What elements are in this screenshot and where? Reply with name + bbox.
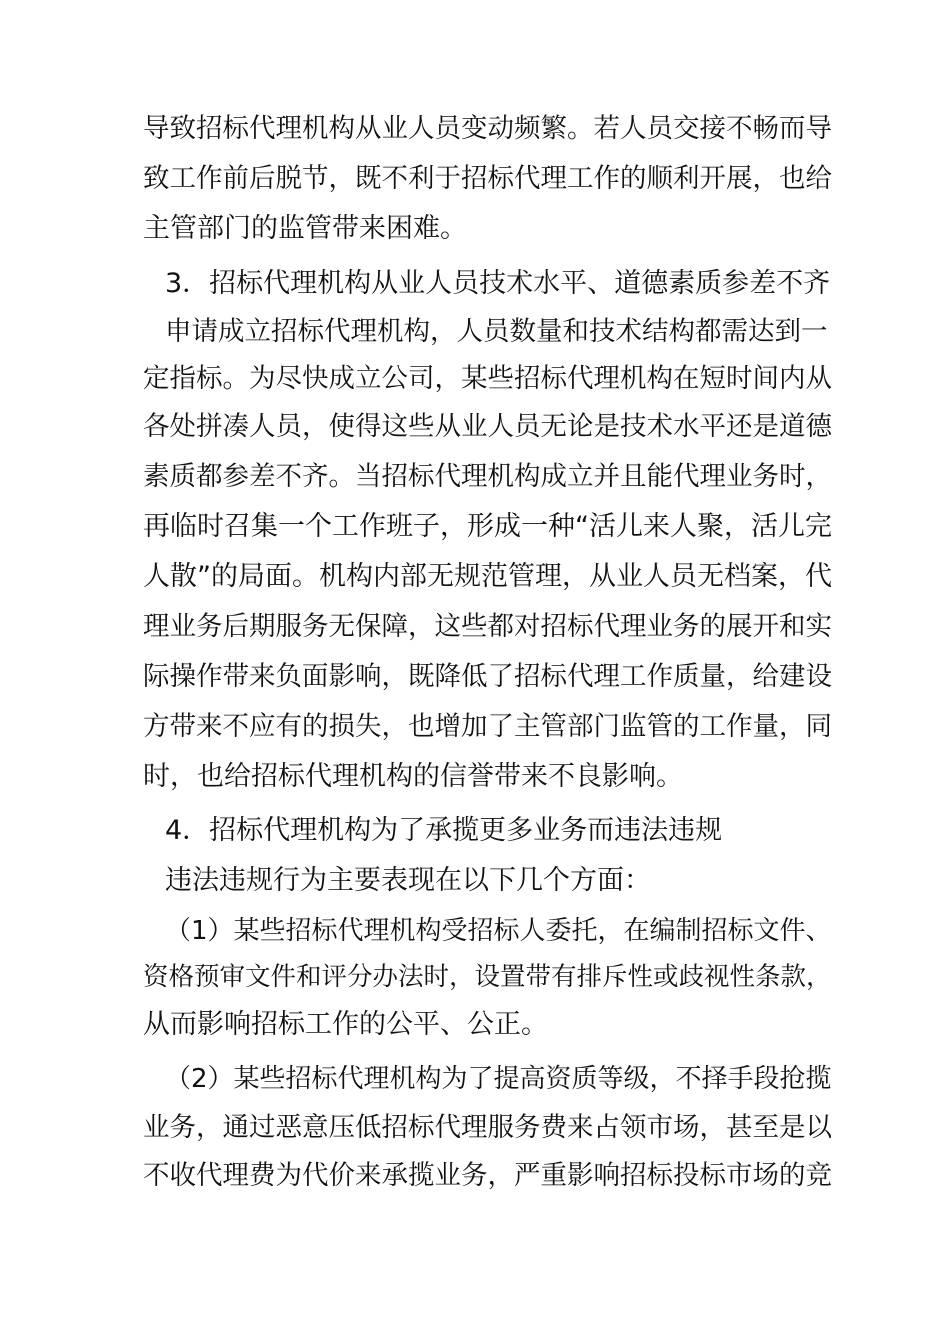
paragraph-line: 际操作带来负面影响，既降低了招标代理工作质量，给建设 — [143, 661, 832, 692]
list-item-line: 资格预审文件和评分办法时，设置带有排斥性或歧视性条款， — [143, 962, 832, 992]
section-heading: 4．招标代理机构为了承揽更多业务而违法违规 — [165, 815, 723, 846]
list-item-line: 业务，通过恶意压低招标代理服务费来占领市场，甚至是以 — [143, 1112, 832, 1143]
paragraph-line: 方带来不应有的损失，也增加了主管部门监管的工作量，同 — [143, 711, 832, 742]
paragraph-line: 违法违规行为主要表现在以下几个方面： — [165, 865, 651, 896]
paragraph-line: 再临时召集一个工作班子，形成一种“活儿来人聚，活儿完 — [143, 511, 832, 542]
paragraph-line: 素质都参差不齐。当招标代理机构成立并且能代理业务时， — [143, 461, 832, 492]
list-item-line: （1）某些招标代理机构受招标人委托，在编制招标文件、 — [165, 916, 832, 946]
list-item-line: 不收代理费为代价来承揽业务，严重影响招标投标市场的竞 — [143, 1160, 832, 1191]
paragraph-line: 申请成立招标代理机构，人员数量和技术结构都需达到一 — [165, 316, 828, 347]
section-heading: 3．招标代理机构从业人员技术水平、道德素质参差不齐 — [165, 268, 831, 299]
paragraph-line: 导致招标代理机构从业人员变动频繁。若人员交接不畅而导 — [143, 113, 832, 144]
list-item-line: 从而影响招标工作的公平、公正。 — [143, 1009, 548, 1040]
paragraph-line: 主管部门的监管带来困难。 — [143, 213, 467, 244]
paragraph-line: 时，也给招标代理机构的信誉带来不良影响。 — [143, 761, 683, 792]
paragraph-line: 理业务后期服务无保障，这些都对招标代理业务的展开和实 — [143, 611, 832, 642]
paragraph-line: 人散”的局面。机构内部无规范管理，从业人员无档案，代 — [143, 561, 832, 592]
paragraph-line: 定指标。为尽快成立公司，某些招标代理机构在短时间内从 — [143, 363, 832, 394]
paragraph-line: 致工作前后脱节，既不利于招标代理工作的顺利开展，也给 — [143, 163, 832, 194]
list-item-line: （2）某些招标代理机构为了提高资质等级，不择手段抢揽 — [165, 1064, 832, 1094]
paragraph-line: 各处拼凑人员，使得这些从业人员无论是技术水平还是道德 — [143, 411, 832, 442]
